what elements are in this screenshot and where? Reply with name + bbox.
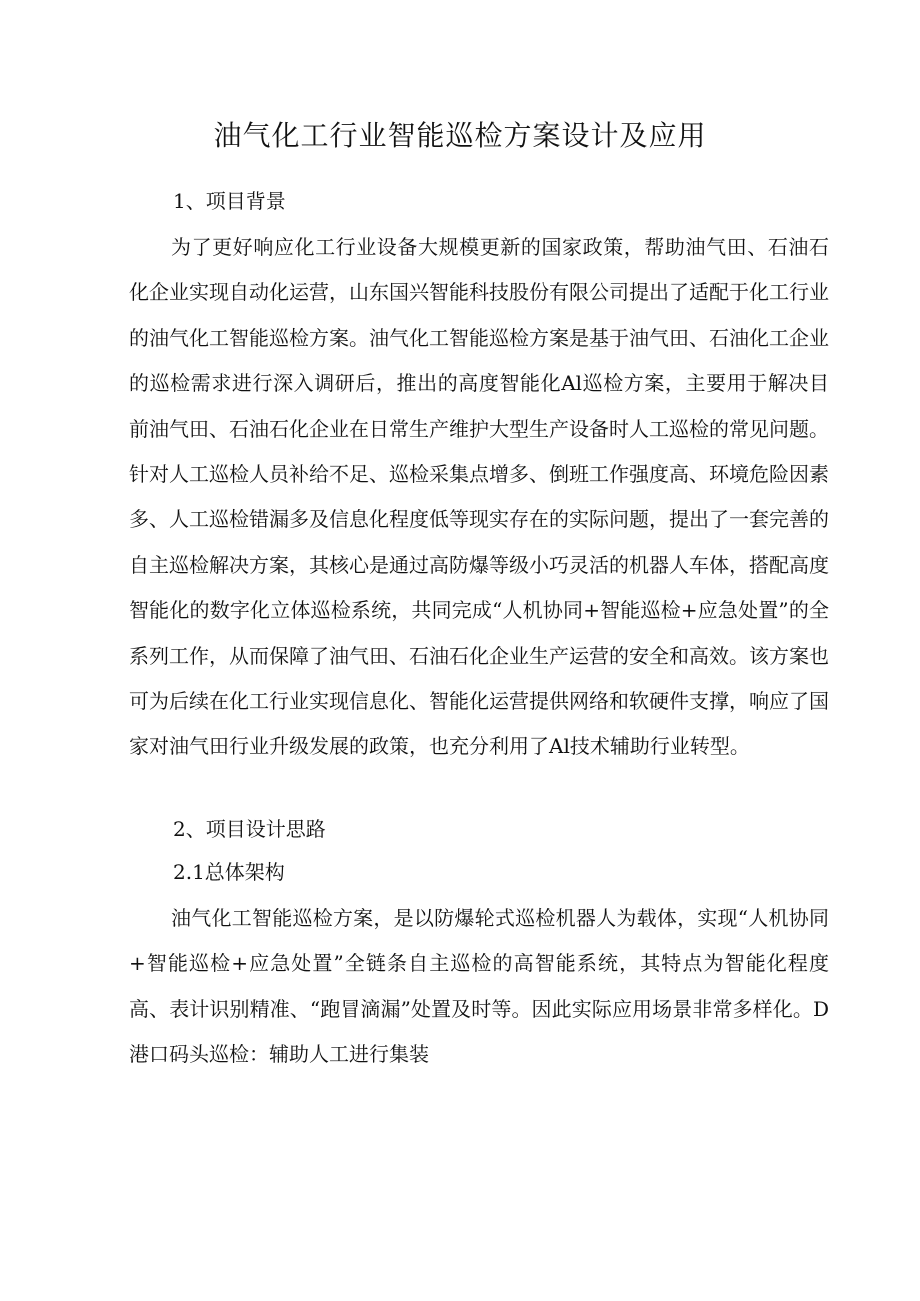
subsection-2-1-heading: 2.1总体架构 [173,860,285,884]
section-1-heading: 1、项目背景 [173,189,286,213]
document-title: 油气化工行业智能巡检方案设计及应用 [213,119,707,152]
section-2-heading: 2、项目设计思路 [173,817,326,841]
subsection-2-1-paragraph: 油气化工智能巡检方案，是以防爆轮式巡检机器人为载体，实现“人机协同+智能巡检+应急处置”全链条自主巡检的高智能系统，其特点为智能化程度高、表计识别精准、“跑冒滴漏”处置及时等。因此实际应用场景非常多样化。D港口码头巡检：辅助人工进行集装 [129,906,829,1067]
section-1-paragraph: 为了更好响应化工行业设备大规模更新的国家政策，帮助油气田、石油石化企业实现自动化运营，山东国兴智能科技股份有限公司提出了适配于化工行业的油气化工智能巡检方案。油气化工智能巡检方案是基于油气田、石油化工企业的巡检需求进行深入调研后，推出的高度智能化Al巡检方案，主要用于解决目前油气田、石油石化企业在日常生产维护大型生产设备时人工巡检的常见问题。针对人工巡检人员补给不足、巡检采集点增多、倒班工作强度高、环境危险因素多、人工巡检错漏多及信息化程度低等现实存在的实际问题，提出了一套完善的自主巡检解决方案，其核心是通过高防爆等级小巧灵活的机器人车体，搭配高度智能化的数字化立体巡检系统，共同完成“人机协同+智能巡检+应急处置”的全系列工作，从而保障了油气田、石油石化企业生产运营的安全和高效。该方案也可为后续在化工行业实现信息化、智能化运营提供网络和软硬件支撑，响应了国家对油气田行业升级发展的政策，也充分利用了Al技术辅助行业转型。 [129,235,829,759]
